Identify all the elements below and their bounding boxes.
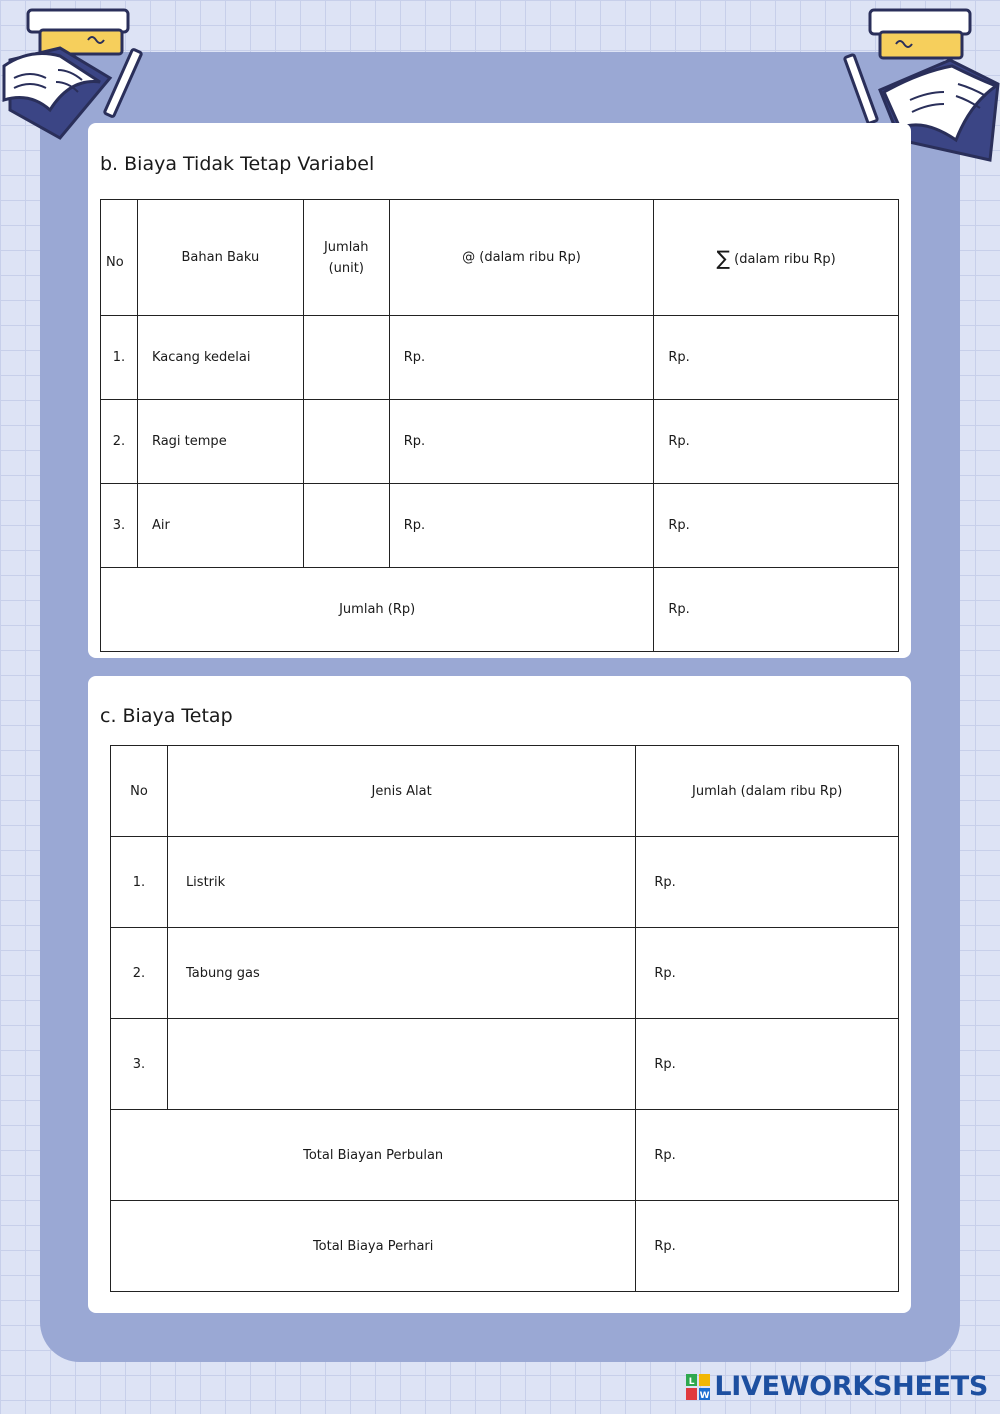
row-no: 2. <box>101 400 138 484</box>
header-jumlah: Jumlah (dalam ribu Rp) <box>636 746 899 837</box>
logo-letter-w: W <box>700 1390 710 1400</box>
header-bahan-baku: Bahan Baku <box>137 200 303 316</box>
table-row <box>111 1019 899 1110</box>
row-no: 2. <box>111 928 168 1019</box>
brand-text: LIVEWORKSHEETS <box>714 1371 988 1402</box>
row-bahan: Ragi tempe <box>137 400 303 484</box>
total-perbulan-value[interactable]: Rp. <box>636 1110 899 1201</box>
footer-jumlah-label: Jumlah (Rp) <box>101 568 654 652</box>
table-row <box>111 837 899 928</box>
header-harga-satuan: @ (dalam ribu Rp) <box>389 200 654 316</box>
section-c-title: c. Biaya Tetap <box>100 705 233 727</box>
row-no: 3. <box>111 1019 168 1110</box>
row-harga[interactable]: Rp. <box>389 484 654 568</box>
logo-letter-l: L <box>689 1376 695 1387</box>
row-jenis-alat-input[interactable] <box>167 1019 635 1110</box>
section-b-card <box>88 123 911 658</box>
table-total-row <box>111 1110 899 1201</box>
header-total <box>654 200 899 316</box>
row-jumlah[interactable]: Rp. <box>636 928 899 1019</box>
table-header-row <box>101 200 899 316</box>
row-total[interactable]: Rp. <box>654 400 899 484</box>
total-perhari-value[interactable]: Rp. <box>636 1201 899 1292</box>
row-jumlah[interactable]: Rp. <box>636 1019 899 1110</box>
header-jumlah-unit <box>303 200 389 316</box>
row-bahan: Kacang kedelai <box>137 316 303 400</box>
table-total-row <box>111 1201 899 1292</box>
row-jumlah-input[interactable] <box>303 484 389 568</box>
header-jenis-alat: Jenis Alat <box>167 746 635 837</box>
section-c-card <box>88 676 911 1313</box>
row-total[interactable]: Rp. <box>654 316 899 400</box>
liveworksheets-brand <box>686 1371 988 1402</box>
table-footer-row <box>101 568 899 652</box>
row-jenis-alat: Listrik <box>167 837 635 928</box>
row-harga[interactable]: Rp. <box>389 316 654 400</box>
row-bahan: Air <box>137 484 303 568</box>
row-harga[interactable]: Rp. <box>389 400 654 484</box>
footer-jumlah-value[interactable]: Rp. <box>654 568 899 652</box>
total-perhari-label: Total Biaya Perhari <box>111 1201 636 1292</box>
section-b-title: b. Biaya Tidak Tetap Variabel <box>100 153 375 175</box>
variable-cost-table <box>100 199 899 652</box>
header-jumlah-line1: Jumlah <box>323 239 369 255</box>
header-jumlah-line2: (unit) <box>328 260 364 276</box>
total-perbulan-label: Total Biayan Perbulan <box>111 1110 636 1201</box>
table-row <box>101 316 899 400</box>
row-no: 3. <box>101 484 138 568</box>
row-total[interactable]: Rp. <box>654 484 899 568</box>
row-jumlah-input[interactable] <box>303 316 389 400</box>
row-no: 1. <box>111 837 168 928</box>
header-total-label: (dalam ribu Rp) <box>734 251 836 267</box>
table-row <box>101 484 899 568</box>
row-jumlah[interactable]: Rp. <box>636 837 899 928</box>
row-jenis-alat: Tabung gas <box>167 928 635 1019</box>
row-no: 1. <box>101 316 138 400</box>
table-row <box>111 928 899 1019</box>
sigma-icon: ∑ <box>716 245 731 270</box>
fixed-cost-table <box>110 745 899 1292</box>
header-no: No <box>111 746 168 837</box>
table-row <box>101 400 899 484</box>
table-header-row <box>111 746 899 837</box>
liveworksheets-logo-icon <box>686 1374 710 1400</box>
row-jumlah-input[interactable] <box>303 400 389 484</box>
header-no: No <box>101 200 138 316</box>
